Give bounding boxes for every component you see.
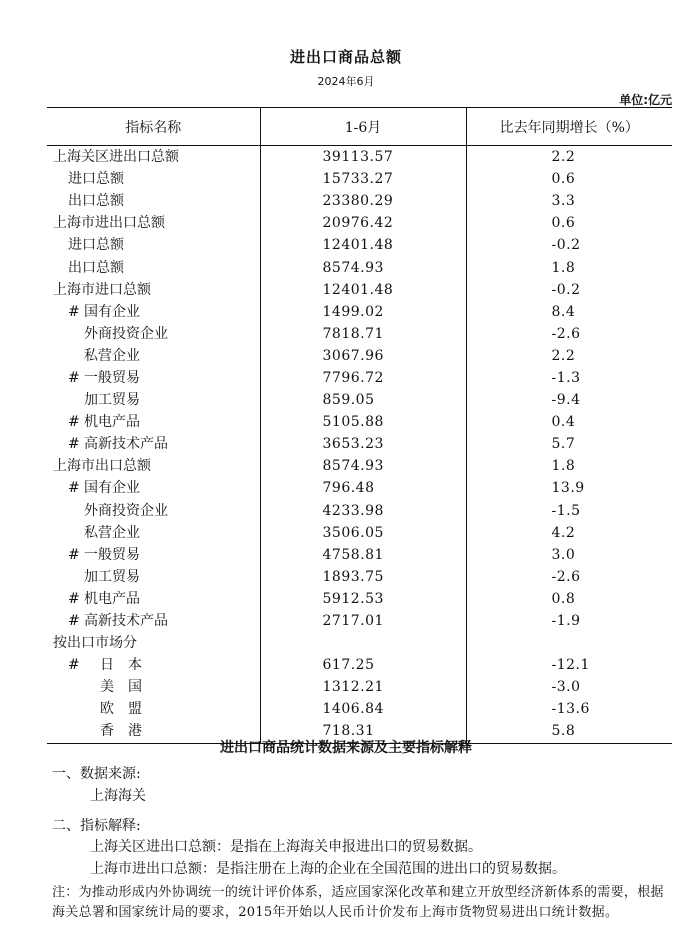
table-row: [47, 301, 672, 323]
row-growth-rate: 1.8: [466, 455, 672, 477]
row-indicator-name: [47, 477, 260, 499]
row-growth-rate: 0.6: [466, 212, 672, 234]
row-value-ytd: 796.48: [260, 477, 466, 499]
subitem-marker: #: [68, 436, 80, 453]
row-name-text: 外商投资企业: [84, 325, 168, 342]
table-row: [47, 279, 672, 301]
row-value-ytd: 8574.93: [260, 455, 466, 477]
table-row: [47, 389, 672, 411]
row-name-text: 机电产品: [84, 590, 140, 607]
table-header-row: [47, 108, 672, 146]
row-growth-rate: -13.6: [466, 698, 672, 720]
row-name-text: 上海市出口总额: [53, 458, 151, 475]
row-name-text: 进口总额: [68, 171, 124, 188]
row-indicator-name: [47, 544, 260, 566]
row-value-ytd: 1499.02: [260, 301, 466, 323]
row-indicator-name: [47, 279, 260, 301]
table-row: [47, 345, 672, 367]
row-growth-rate: 0.4: [466, 411, 672, 433]
row-indicator-name: [47, 168, 260, 190]
row-value-ytd: 7818.71: [260, 323, 466, 345]
row-indicator-name: [47, 190, 260, 212]
row-indicator-name: [47, 212, 260, 234]
subitem-marker: #: [68, 480, 80, 497]
row-value-ytd: 1893.75: [260, 566, 466, 588]
table-row: [47, 588, 672, 610]
column-header-growth: 比去年同期增长（%）: [466, 108, 672, 146]
table-row: [47, 146, 672, 169]
subitem-marker: #: [68, 590, 80, 607]
definitions-heading: 二、指标解释:: [52, 818, 141, 834]
table-body: [47, 146, 672, 744]
table-row: [47, 544, 672, 566]
row-value-ytd: 3506.05: [260, 522, 466, 544]
row-value-ytd: 2717.01: [260, 610, 466, 632]
row-value-ytd: 5105.88: [260, 411, 466, 433]
row-growth-rate: 13.9: [466, 477, 672, 499]
row-growth-rate: -0.2: [466, 234, 672, 256]
row-name-text: 美 国: [100, 679, 142, 696]
subitem-marker: #: [68, 613, 80, 630]
row-value-ytd: 8574.93: [260, 256, 466, 278]
row-name-text: 出口总额: [68, 193, 124, 210]
table-row: [47, 477, 672, 499]
row-value-ytd: 39113.57: [260, 146, 466, 169]
table-row: [47, 676, 672, 698]
row-name-text: 上海市进出口总额: [53, 215, 165, 232]
row-growth-rate: 1.8: [466, 256, 672, 278]
subitem-marker: #: [68, 657, 80, 674]
table-row: [47, 654, 672, 676]
row-name-text: 私营企业: [84, 347, 140, 364]
row-indicator-name: [47, 256, 260, 278]
row-growth-rate: 5.8: [466, 720, 672, 743]
row-indicator-name: [47, 500, 260, 522]
row-growth-rate: -1.3: [466, 367, 672, 389]
definition-shanghai-city: 上海市进出口总额：是指注册在上海的企业在全国范围的进出口的贸易数据。: [90, 861, 566, 877]
row-value-ytd: 15733.27: [260, 168, 466, 190]
row-name-text: 加工贸易: [84, 568, 140, 585]
row-growth-rate: 3.0: [466, 544, 672, 566]
row-name-text: 香 港: [100, 723, 142, 740]
row-value-ytd: 23380.29: [260, 190, 466, 212]
row-growth-rate: -1.9: [466, 610, 672, 632]
row-indicator-name: [47, 234, 260, 256]
row-value-ytd: 718.31: [260, 720, 466, 743]
table-row: [47, 610, 672, 632]
table-row: [47, 433, 672, 455]
table-row: [47, 632, 672, 654]
row-growth-rate: -0.2: [466, 279, 672, 301]
subitem-marker: #: [68, 546, 80, 563]
row-value-ytd: 1406.84: [260, 698, 466, 720]
trade-table: [47, 107, 672, 744]
table-row: [47, 190, 672, 212]
row-value-ytd: 12401.48: [260, 279, 466, 301]
row-growth-rate: 8.4: [466, 301, 672, 323]
row-name-text: 国有企业: [84, 303, 140, 320]
row-growth-rate: 2.2: [466, 146, 672, 169]
row-indicator-name: [47, 455, 260, 477]
table-row: [47, 212, 672, 234]
row-growth-rate: -2.6: [466, 566, 672, 588]
trade-table-container: [47, 107, 672, 744]
row-value-ytd: 12401.48: [260, 234, 466, 256]
column-header-period: 1-6月: [260, 108, 466, 146]
row-value-ytd: 20976.42: [260, 212, 466, 234]
row-indicator-name: [47, 301, 260, 323]
row-name-text: 高新技术产品: [84, 436, 168, 453]
row-indicator-name: [47, 411, 260, 433]
row-growth-rate: -9.4: [466, 389, 672, 411]
data-source-heading: 一、数据来源:: [52, 766, 141, 782]
column-header-indicator: 指标名称: [47, 108, 260, 146]
page-title: 进出口商品总额: [289, 48, 402, 66]
footnote: 注：为推动形成内外协调统一的统计评价体系，适应国家深化改革和建立开放型经济新体系的需要，根据海关总署和国家统计局的要求，2015年开始以人民币计价发布上海市货物贸易进出口统计数据。: [52, 885, 664, 920]
table-row: [47, 500, 672, 522]
data-source-body: 上海海关: [90, 788, 146, 804]
row-value-ytd: 3067.96: [260, 345, 466, 367]
subitem-marker: #: [68, 303, 80, 320]
subitem-marker: #: [68, 369, 80, 386]
row-name-text: 外商投资企业: [84, 502, 168, 519]
row-indicator-name: [47, 654, 260, 676]
table-row: [47, 566, 672, 588]
row-growth-rate: 0.6: [466, 168, 672, 190]
table-row: [47, 411, 672, 433]
row-name-text: 欧 盟: [100, 701, 142, 718]
row-growth-rate: 4.2: [466, 522, 672, 544]
row-value-ytd: 5912.53: [260, 588, 466, 610]
row-indicator-name: [47, 588, 260, 610]
row-indicator-name: [47, 632, 260, 654]
row-indicator-name: [47, 433, 260, 455]
row-indicator-name: [47, 522, 260, 544]
row-name-text: 出口总额: [68, 259, 124, 276]
table-row: [47, 698, 672, 720]
row-growth-rate: -12.1: [466, 654, 672, 676]
row-name-text: 一般贸易: [84, 369, 140, 386]
table-row: [47, 367, 672, 389]
explanation-title: 进出口商品统计数据来源及主要指标解释: [220, 740, 472, 756]
row-growth-rate: 5.7: [466, 433, 672, 455]
row-value-ytd: 3653.23: [260, 433, 466, 455]
row-value-ytd: 1312.21: [260, 676, 466, 698]
table-row: [47, 234, 672, 256]
table-row: [47, 168, 672, 190]
row-indicator-name: [47, 367, 260, 389]
row-value-ytd: 7796.72: [260, 367, 466, 389]
row-growth-rate: 3.3: [466, 190, 672, 212]
report-period: 2024年6月: [317, 75, 375, 88]
row-growth-rate: 0.8: [466, 588, 672, 610]
unit-label: 单位:亿元: [619, 93, 672, 107]
row-indicator-name: [47, 146, 260, 169]
row-name-text: 加工贸易: [84, 392, 140, 409]
row-name-text: 一般贸易: [84, 546, 140, 563]
row-indicator-name: [47, 698, 260, 720]
row-name-text: 日 本: [100, 657, 142, 674]
table-row: [47, 522, 672, 544]
row-indicator-name: [47, 389, 260, 411]
row-name-text: 上海关区进出口总额: [53, 149, 179, 166]
row-name-text: 进口总额: [68, 237, 124, 254]
row-name-text: 上海市进口总额: [53, 281, 151, 298]
row-value-ytd: 4233.98: [260, 500, 466, 522]
row-name-text: 按出口市场分: [53, 635, 137, 652]
row-growth-rate: -3.0: [466, 676, 672, 698]
row-value-ytd: [260, 632, 466, 654]
row-growth-rate: [466, 632, 672, 654]
row-growth-rate: 2.2: [466, 345, 672, 367]
subitem-marker: #: [68, 414, 80, 431]
row-growth-rate: -1.5: [466, 500, 672, 522]
row-name-text: 私营企业: [84, 524, 140, 541]
row-name-text: 机电产品: [84, 414, 140, 431]
row-indicator-name: [47, 323, 260, 345]
definition-customs-district: 上海关区进出口总额：是指在上海海关申报进出口的贸易数据。: [90, 839, 482, 855]
row-indicator-name: [47, 345, 260, 367]
row-value-ytd: 617.25: [260, 654, 466, 676]
row-growth-rate: -2.6: [466, 323, 672, 345]
table-row: [47, 455, 672, 477]
row-name-text: 国有企业: [84, 480, 140, 497]
row-name-text: 高新技术产品: [84, 613, 168, 630]
table-row: [47, 323, 672, 345]
table-row: [47, 256, 672, 278]
row-value-ytd: 859.05: [260, 389, 466, 411]
row-indicator-name: [47, 676, 260, 698]
row-value-ytd: 4758.81: [260, 544, 466, 566]
row-indicator-name: [47, 610, 260, 632]
row-indicator-name: [47, 566, 260, 588]
